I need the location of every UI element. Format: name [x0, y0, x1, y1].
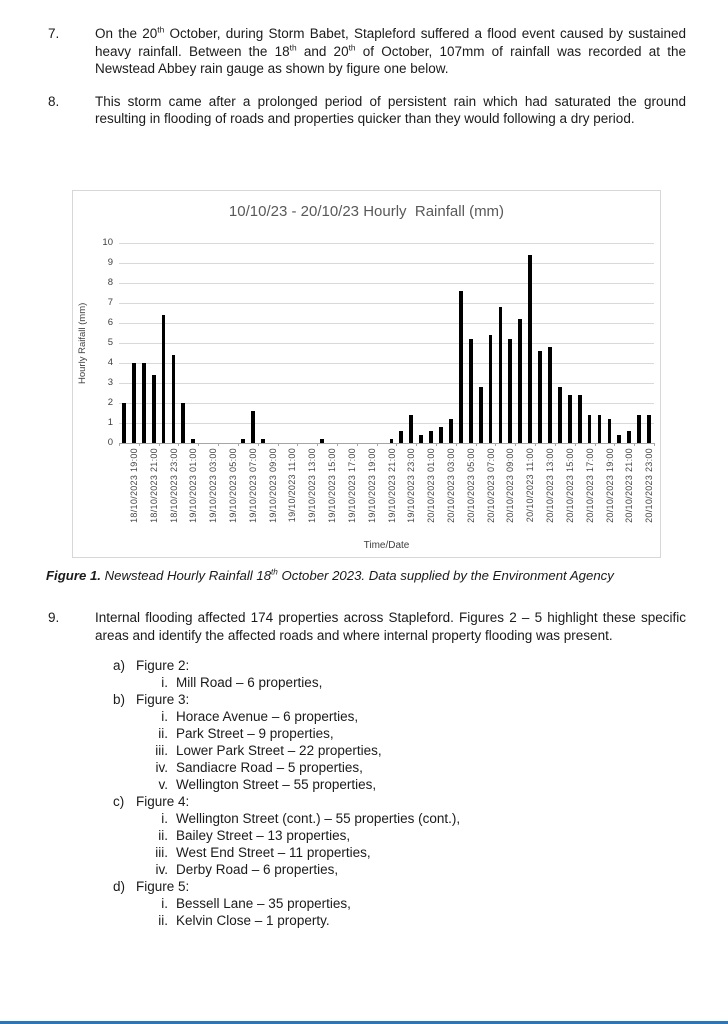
- roman-numeral: iv.: [155, 862, 168, 878]
- x-tick-label: 19/10/2023 07:00: [247, 447, 258, 523]
- x-tick-mark: [495, 443, 496, 446]
- x-tick-mark: [555, 443, 556, 446]
- x-tick-mark: [258, 443, 259, 446]
- paragraph-text: This storm came after a prolonged period of persistent rain which had saturated the ground resulting in flooding of roads and properties quicker than they would following a dry period.: [95, 93, 686, 127]
- x-tick-label: 20/10/2023 23:00: [644, 447, 655, 523]
- list-item: [0, 827, 728, 844]
- roman-numeral: v.: [158, 777, 168, 793]
- bar: [439, 427, 443, 443]
- bar: [172, 355, 176, 443]
- bar: [627, 431, 631, 443]
- roman-numeral: ii.: [158, 726, 168, 742]
- paragraph-text: Internal flooding affected 174 properties across Stapleford. Figures 2 – 5 highlight these specific areas and identify the affected roads and where internal property flooding was present.: [95, 609, 686, 643]
- y-tick-label: 3: [107, 376, 113, 388]
- roman-numeral: i.: [161, 811, 168, 827]
- bar: [142, 363, 146, 443]
- bar: [538, 351, 542, 443]
- bar: [191, 439, 195, 443]
- list-item-text: Derby Road – 6 properties,: [176, 862, 339, 878]
- figure-caption-label: Figure 1.: [46, 567, 101, 583]
- bar: [399, 431, 403, 443]
- bar: [469, 339, 473, 443]
- y-tick-label: 5: [107, 336, 113, 348]
- x-tick-label: 19/10/2023 09:00: [267, 447, 278, 523]
- bar: [479, 387, 483, 443]
- bar: [617, 435, 621, 443]
- paragraph-number: 8.: [48, 93, 60, 109]
- list-item-text: Wellington Street (cont.) – 55 properties (cont.),: [176, 811, 461, 827]
- list-item: [0, 844, 728, 861]
- x-tick-label: 20/10/2023 09:00: [505, 447, 516, 523]
- bar: [548, 347, 552, 443]
- gridline: [119, 363, 654, 364]
- roman-numeral: iii.: [155, 743, 168, 759]
- x-tick-mark: [436, 443, 437, 446]
- bar: [588, 415, 592, 443]
- rainfall-bar-chart: [72, 190, 661, 558]
- list-letter: b): [113, 692, 126, 708]
- gridline: [119, 243, 654, 244]
- x-tick-mark: [178, 443, 179, 446]
- paragraph-text: On the 20th October, during Storm Babet, Stapleford suffered a flood event caused by sustained heavy rainfall. Between the 18th and 20th of October, 107mm of rainfall was recorded at the Newstead Abbey rain gauge as shown by figure one below.: [95, 24, 687, 77]
- x-tick-label: 20/10/2023 11:00: [525, 447, 536, 523]
- x-tick-mark: [119, 443, 120, 446]
- bar: [320, 439, 324, 443]
- roman-numeral: iii.: [155, 845, 168, 861]
- x-tick-label: 18/10/2023 23:00: [168, 447, 179, 523]
- x-tick-label: 20/10/2023 17:00: [584, 447, 595, 523]
- x-tick-label: 18/10/2023 19:00: [128, 447, 139, 523]
- x-tick-mark: [317, 443, 318, 446]
- x-tick-mark: [218, 443, 219, 446]
- roman-numeral: i.: [161, 709, 168, 725]
- bar: [261, 439, 265, 443]
- x-tick-mark: [515, 443, 516, 446]
- bar: [489, 335, 493, 443]
- bar: [419, 435, 423, 443]
- x-tick-mark: [238, 443, 239, 446]
- y-tick-label: 6: [107, 316, 113, 328]
- list-group-header: [113, 793, 728, 810]
- list-item: [0, 861, 728, 878]
- bar: [152, 375, 156, 443]
- list-item: [0, 776, 728, 793]
- bar: [608, 419, 612, 443]
- gridline: [119, 303, 654, 304]
- x-tick-label: 20/10/2023 19:00: [604, 447, 615, 523]
- gridline: [119, 263, 654, 264]
- list-title: Figure 2:: [136, 658, 190, 674]
- x-tick-mark: [614, 443, 615, 446]
- x-tick-mark: [198, 443, 199, 446]
- x-axis-title: Time/Date: [363, 539, 410, 551]
- x-tick-mark: [456, 443, 457, 446]
- x-tick-mark: [634, 443, 635, 446]
- x-tick-mark: [278, 443, 279, 446]
- bar: [499, 307, 503, 443]
- x-tick-label: 19/10/2023 03:00: [208, 447, 219, 523]
- chart-title: 10/10/23 - 20/10/23 Hourly Rainfall (mm): [228, 202, 505, 220]
- bar: [528, 255, 532, 443]
- list-item: [0, 810, 728, 827]
- x-tick-label: 19/10/2023 21:00: [386, 447, 397, 523]
- list-item: [0, 895, 728, 912]
- roman-numeral: ii.: [158, 828, 168, 844]
- y-tick-label: 1: [107, 416, 113, 428]
- list-group-header: [113, 878, 728, 895]
- bar: [429, 431, 433, 443]
- x-tick-mark: [595, 443, 596, 446]
- x-tick-mark: [159, 443, 160, 446]
- y-tick-label: 7: [107, 296, 113, 308]
- figure-property-lists: [0, 657, 728, 929]
- x-tick-mark: [535, 443, 536, 446]
- bar: [578, 395, 582, 443]
- bar: [637, 415, 641, 443]
- x-tick-label: 20/10/2023 21:00: [624, 447, 635, 523]
- list-item-text: Kelvin Close – 1 property.: [176, 913, 330, 929]
- x-tick-label: 20/10/2023 03:00: [445, 447, 456, 523]
- x-tick-mark: [416, 443, 417, 446]
- gridline: [119, 283, 654, 284]
- bar: [162, 315, 166, 443]
- y-tick-label: 9: [107, 256, 113, 268]
- gridline: [119, 383, 654, 384]
- x-tick-mark: [377, 443, 378, 446]
- x-tick-label: 18/10/2023 21:00: [148, 447, 159, 523]
- bar: [251, 411, 255, 443]
- bar: [598, 415, 602, 443]
- bar: [241, 439, 245, 443]
- x-tick-mark: [654, 443, 655, 446]
- list-title: Figure 5:: [136, 879, 190, 895]
- x-tick-label: 19/10/2023 01:00: [188, 447, 199, 523]
- list-item-text: Sandiacre Road – 5 properties,: [176, 760, 363, 776]
- bar: [181, 403, 185, 443]
- x-tick-label: 19/10/2023 05:00: [228, 447, 239, 523]
- list-item: [0, 725, 728, 742]
- paragraph-9: [48, 609, 686, 644]
- y-tick-label: 2: [107, 396, 113, 408]
- list-letter: c): [113, 794, 125, 810]
- roman-numeral: i.: [161, 896, 168, 912]
- paragraph-8: [48, 93, 686, 128]
- list-item: [0, 674, 728, 691]
- list-item-text: West End Street – 11 properties,: [176, 845, 371, 861]
- list-item-text: Bailey Street – 13 properties,: [176, 828, 351, 844]
- roman-numeral: ii.: [158, 913, 168, 929]
- x-tick-label: 19/10/2023 11:00: [287, 447, 298, 523]
- x-tick-mark: [337, 443, 338, 446]
- bar: [122, 403, 126, 443]
- x-tick-mark: [476, 443, 477, 446]
- list-group-header: [113, 691, 728, 708]
- x-tick-label: 20/10/2023 15:00: [564, 447, 575, 523]
- bar: [518, 319, 522, 443]
- list-title: Figure 3:: [136, 692, 190, 708]
- bar: [568, 395, 572, 443]
- list-item-text: Horace Avenue – 6 properties,: [176, 709, 359, 725]
- figure-caption-text: Newstead Hourly Rainfall 18th October 2023. Data supplied by the Environment Agency: [104, 567, 614, 583]
- roman-numeral: i.: [161, 675, 168, 691]
- list-item: [0, 708, 728, 725]
- y-axis-title: Hourly Raifall (mm): [77, 302, 88, 384]
- x-tick-label: 19/10/2023 13:00: [307, 447, 318, 523]
- paragraph-7: [48, 25, 686, 78]
- x-tick-mark: [297, 443, 298, 446]
- x-tick-mark: [396, 443, 397, 446]
- x-tick-label: 20/10/2023 13:00: [545, 447, 556, 523]
- y-tick-label: 10: [102, 236, 113, 248]
- x-tick-label: 20/10/2023 05:00: [465, 447, 476, 523]
- bar: [449, 419, 453, 443]
- bar: [558, 387, 562, 443]
- x-tick-label: 20/10/2023 07:00: [485, 447, 496, 523]
- bar: [508, 339, 512, 443]
- list-letter: d): [113, 879, 126, 895]
- bar: [132, 363, 136, 443]
- x-tick-label: 19/10/2023 23:00: [406, 447, 417, 523]
- list-item-text: Mill Road – 6 properties,: [176, 675, 323, 691]
- x-tick-mark: [357, 443, 358, 446]
- bar: [409, 415, 413, 443]
- bar: [459, 291, 463, 443]
- list-item: [0, 912, 728, 929]
- x-tick-label: 19/10/2023 17:00: [346, 447, 357, 523]
- x-tick-label: 20/10/2023 01:00: [426, 447, 437, 523]
- bar: [390, 439, 394, 443]
- x-tick-label: 19/10/2023 15:00: [327, 447, 338, 523]
- paragraph-number: 9.: [48, 609, 60, 625]
- list-item-text: Wellington Street – 55 properties,: [176, 777, 377, 793]
- x-tick-label: 19/10/2023 19:00: [366, 447, 377, 523]
- list-letter: a): [113, 658, 126, 674]
- y-tick-label: 8: [107, 276, 113, 288]
- y-tick-label: 4: [107, 356, 113, 368]
- bar: [647, 415, 651, 443]
- figure-caption: [46, 568, 688, 583]
- paragraph-number: 7.: [48, 26, 60, 41]
- list-item-text: Lower Park Street – 22 properties,: [176, 743, 382, 759]
- gridline: [119, 403, 654, 404]
- list-item-text: Bessell Lane – 35 properties,: [176, 896, 351, 912]
- x-tick-mark: [139, 443, 140, 446]
- list-item: [0, 759, 728, 776]
- gridline: [119, 323, 654, 324]
- x-tick-mark: [575, 443, 576, 446]
- list-item-text: Park Street – 9 properties,: [176, 726, 334, 742]
- roman-numeral: iv.: [155, 760, 168, 776]
- list-item: [0, 742, 728, 759]
- y-tick-label: 0: [107, 436, 113, 448]
- gridline: [119, 423, 654, 424]
- list-title: Figure 4:: [136, 794, 190, 810]
- list-group-header: [113, 657, 728, 674]
- gridline: [119, 343, 654, 344]
